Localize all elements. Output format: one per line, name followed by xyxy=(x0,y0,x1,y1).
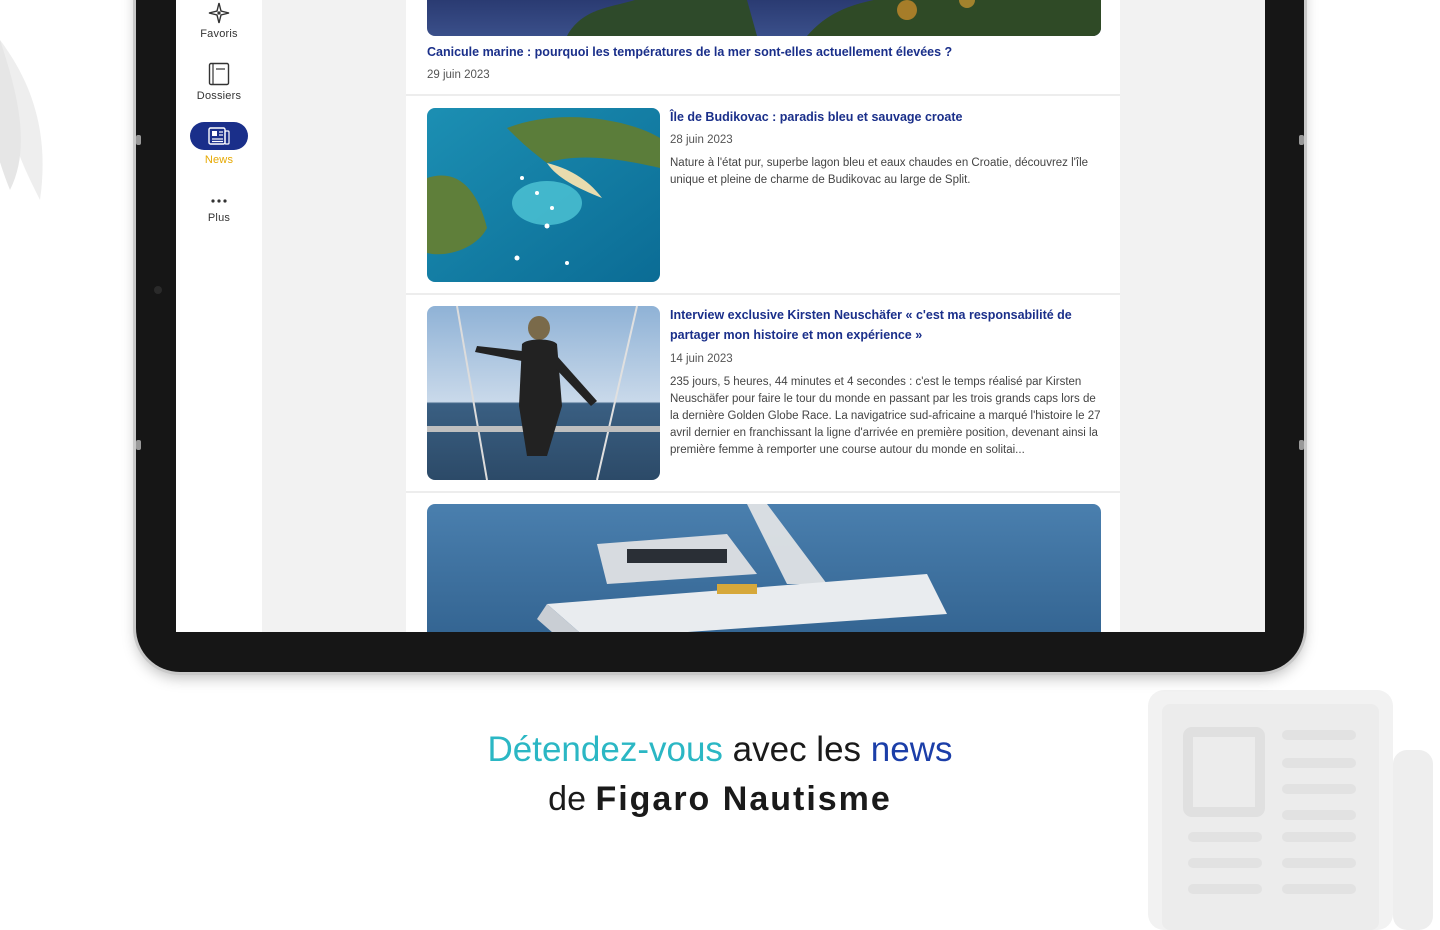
article-title[interactable]: Île de Budikovac : paradis bleu et sauvage croate xyxy=(670,110,963,124)
tagline-highlight-blue: news xyxy=(870,730,953,769)
palm-leaf-decoration xyxy=(0,40,60,200)
app-screen xyxy=(176,0,1265,632)
nav-label: Plus xyxy=(207,212,231,224)
article-image-island-lagoon xyxy=(427,108,660,282)
compass-icon xyxy=(208,2,230,24)
nav-item-plus[interactable] xyxy=(176,194,262,224)
nav-label: Dossiers xyxy=(196,90,242,102)
tagline-line-2 xyxy=(0,780,1440,819)
card-divider xyxy=(406,293,1120,295)
tablet-side-button xyxy=(136,135,141,145)
article-excerpt: 235 jours, 5 heures, 44 minutes et 4 secondes : c'est le temps réalisé par Kirsten Neuschäfer pour faire le tour du monde en passant par les trois grands caps lors de la dernière Golden Globe Race. La navigatrice sud-africaine a marqué l'histoire le 27 avril dernier en franchissant la ligne d'arrivée en première position, devenant ainsi la première femme à remporter une course autour du monde en solitai... xyxy=(670,376,1101,456)
article-image-sea-coast xyxy=(427,0,1101,36)
tagline-text: de xyxy=(548,780,596,818)
tagline-line-1 xyxy=(0,730,1440,770)
tablet-side-button xyxy=(1299,440,1304,450)
article-title[interactable]: Interview exclusive Kirsten Neuschäfer « c'est ma responsabilité de partager mon histoire et mon expérience » xyxy=(670,308,1072,342)
article-date: 28 juin 2023 xyxy=(670,134,733,146)
newspaper-icon xyxy=(208,127,230,145)
tablet-side-button xyxy=(1299,135,1304,145)
more-dots-icon xyxy=(208,194,230,208)
nav-item-news[interactable] xyxy=(176,122,262,166)
nav-label: Favoris xyxy=(200,28,238,40)
navigation-rail xyxy=(176,0,262,632)
tagline-text: avec les xyxy=(722,730,871,769)
article-image-catamaran xyxy=(427,504,1101,632)
folder-book-icon xyxy=(208,62,230,86)
tagline-highlight-teal: Détendez-vous xyxy=(487,730,723,769)
nav-label: News xyxy=(204,154,234,166)
card-divider xyxy=(406,94,1120,96)
article-title[interactable]: Canicule marine : pourquoi les températures de la mer sont-elles actuellement élevées ? xyxy=(427,45,953,59)
nav-active-indicator xyxy=(190,122,248,150)
tablet-side-button xyxy=(136,440,141,450)
nav-item-favoris[interactable] xyxy=(176,2,262,40)
article-date: 29 juin 2023 xyxy=(427,69,490,81)
brand-name: Figaro Nautisme xyxy=(595,780,892,818)
article-date: 14 juin 2023 xyxy=(670,353,733,365)
news-feed[interactable] xyxy=(406,0,1120,632)
article-image-sailor-portrait xyxy=(427,306,660,480)
nav-item-dossiers[interactable] xyxy=(176,62,262,102)
article-excerpt: Nature à l'état pur, superbe lagon bleu et eaux chaudes en Croatie, découvrez l'île unique et pleine de charme de Budikovac au large de Split. xyxy=(670,157,1089,186)
card-divider xyxy=(406,491,1120,493)
tablet-camera xyxy=(154,286,162,294)
